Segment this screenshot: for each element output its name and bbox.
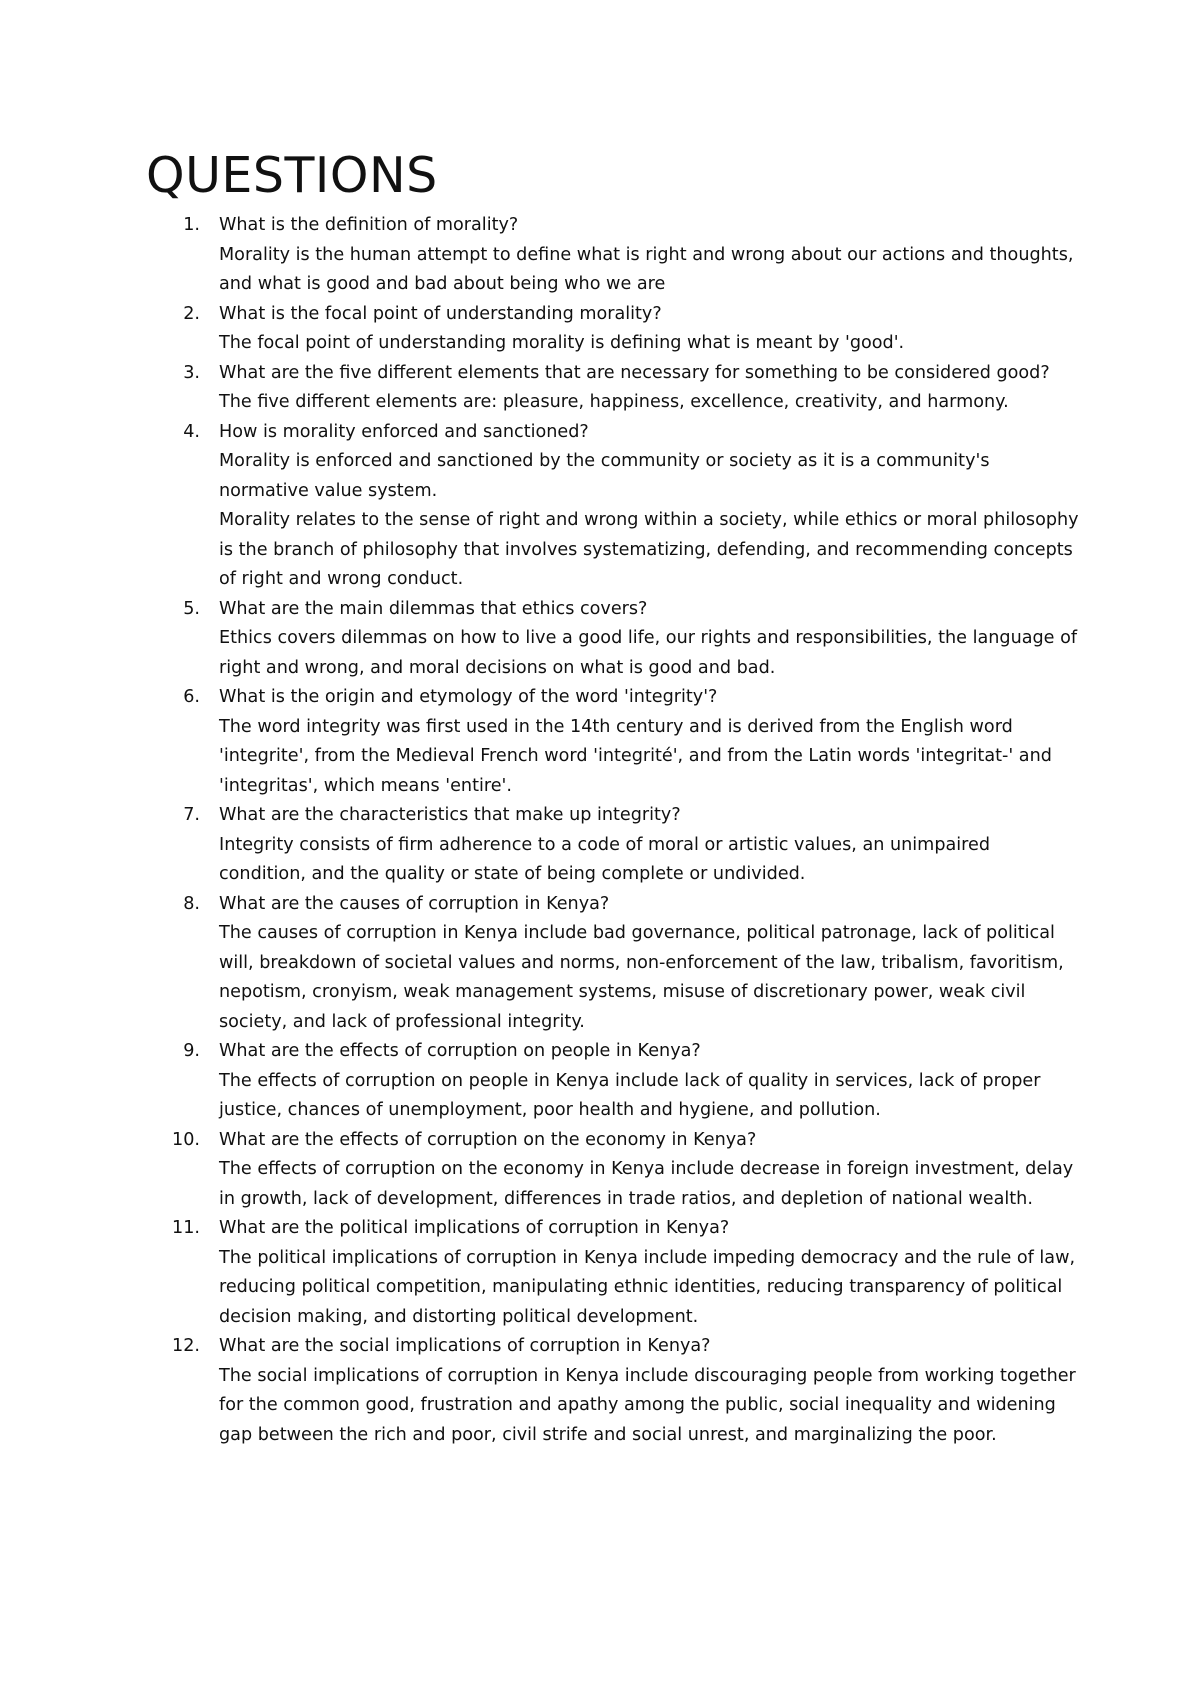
question-text: What are the social implications of corruption in Kenya? bbox=[219, 1336, 711, 1356]
question-text: What are the five different elements that are necessary for something to be considered good? bbox=[219, 362, 1050, 383]
question-text: What are the causes of corruption in Kenya? bbox=[219, 893, 610, 914]
question-number: 12. bbox=[172, 1336, 200, 1356]
question-item bbox=[0, 211, 1079, 300]
question-item bbox=[0, 359, 1079, 418]
question-text: What is the origin and etymology of the word 'integrity'? bbox=[219, 687, 718, 707]
answer-text: The political implications of corruption in Kenya include impeding democracy and the rule of law, reducing political competition, manipulating ethnic identities, reducing transparency of political decision making, and distorting political development. bbox=[219, 1247, 1076, 1327]
answer-text: The focal point of understanding morality is defining what is meant by 'good'. bbox=[219, 333, 905, 353]
question-item bbox=[0, 300, 1079, 359]
question-number: 5. bbox=[183, 598, 200, 619]
document-title: QUESTIONS bbox=[146, 147, 438, 204]
questions-list bbox=[0, 211, 1200, 1450]
question-text: What are the effects of corruption on people in Kenya? bbox=[219, 1041, 701, 1061]
question-item bbox=[0, 1126, 1079, 1215]
question-item bbox=[0, 1332, 1079, 1450]
question-text: What are the characteristics that make up integrity? bbox=[219, 805, 681, 825]
answer-text: The word integrity was first used in the 14th century and is derived from the English word 'integrite', from the Medieval French word 'integrité', and from the Latin words 'integritat-' and 'integritas', which means 'entire'. bbox=[219, 716, 1052, 796]
question-number: 2. bbox=[183, 303, 200, 324]
answer-text: Ethics covers dilemmas on how to live a good life, our rights and responsibilities, the language of right and wrong, and moral decisions on what is good and bad. bbox=[219, 628, 1078, 678]
answer-text: Morality is enforced and sanctioned by the community or society as it is a community's normative value system. bbox=[219, 451, 990, 501]
question-item bbox=[0, 890, 1079, 1038]
question-text: What are the effects of corruption on the economy in Kenya? bbox=[219, 1129, 757, 1150]
question-text: What is the focal point of understanding morality? bbox=[219, 303, 662, 324]
question-text: What is the definition of morality? bbox=[219, 215, 519, 235]
question-text: What are the main dilemmas that ethics covers? bbox=[219, 598, 648, 619]
answer-text: The causes of corruption in Kenya include bad governance, political patronage, lack of political will, breakdown of societal values and norms, non-enforcement of the law, tribalism, favoritism, nepotism, cronyism, weak management systems, misuse of discretionary power, weak civil society, and lack of professional integrity. bbox=[219, 923, 1064, 1032]
answer-text: The five different elements are: pleasure, happiness, excellence, creativity, and harmony. bbox=[219, 392, 1009, 412]
question-item bbox=[0, 683, 1079, 801]
question-item bbox=[0, 1214, 1079, 1332]
answer-text: The effects of corruption on the economy in Kenya include decrease in foreign investment, delay in growth, lack of development, differences in trade ratios, and depletion of national wealth. bbox=[219, 1159, 1074, 1209]
question-number: 9. bbox=[183, 1041, 200, 1061]
question-number: 7. bbox=[183, 805, 200, 825]
question-item bbox=[0, 1037, 1079, 1126]
question-number: 8. bbox=[183, 893, 200, 914]
answer-text: Morality is the human attempt to define what is right and wrong about our actions and thoughts, and what is good and bad about being who we are bbox=[219, 244, 1074, 294]
question-text: How is morality enforced and sanctioned? bbox=[219, 421, 589, 442]
question-item bbox=[0, 418, 1079, 595]
question-number: 4. bbox=[183, 421, 200, 442]
question-item bbox=[0, 595, 1079, 684]
question-text: What are the political implications of corruption in Kenya? bbox=[219, 1218, 730, 1238]
question-number: 11. bbox=[172, 1218, 200, 1238]
question-item bbox=[0, 801, 1079, 890]
answer-text: The effects of corruption on people in Kenya include lack of quality in services, lack of proper justice, chances of unemployment, poor health and hygiene, and pollution. bbox=[219, 1070, 1041, 1120]
answer-text: Morality relates to the sense of right and wrong within a society, while ethics or moral philosophy is the branch of philosophy that involves systematizing, defending, and recommending concepts of right and wrong conduct. bbox=[219, 510, 1079, 589]
question-number: 6. bbox=[183, 687, 200, 707]
question-number: 3. bbox=[183, 362, 200, 383]
question-number: 1. bbox=[183, 215, 200, 235]
answer-text: Integrity consists of firm adherence to a code of moral or artistic values, an unimpaired condition, and the quality or state of being complete or undivided. bbox=[219, 834, 990, 884]
answer-text: The social implications of corruption in Kenya include discouraging people from working together for the common good, frustration and apathy among the public, social inequality and widening gap between the rich and poor, civil strife and social unrest, and marginalizing the poor. bbox=[219, 1365, 1076, 1445]
question-number: 10. bbox=[172, 1129, 200, 1150]
